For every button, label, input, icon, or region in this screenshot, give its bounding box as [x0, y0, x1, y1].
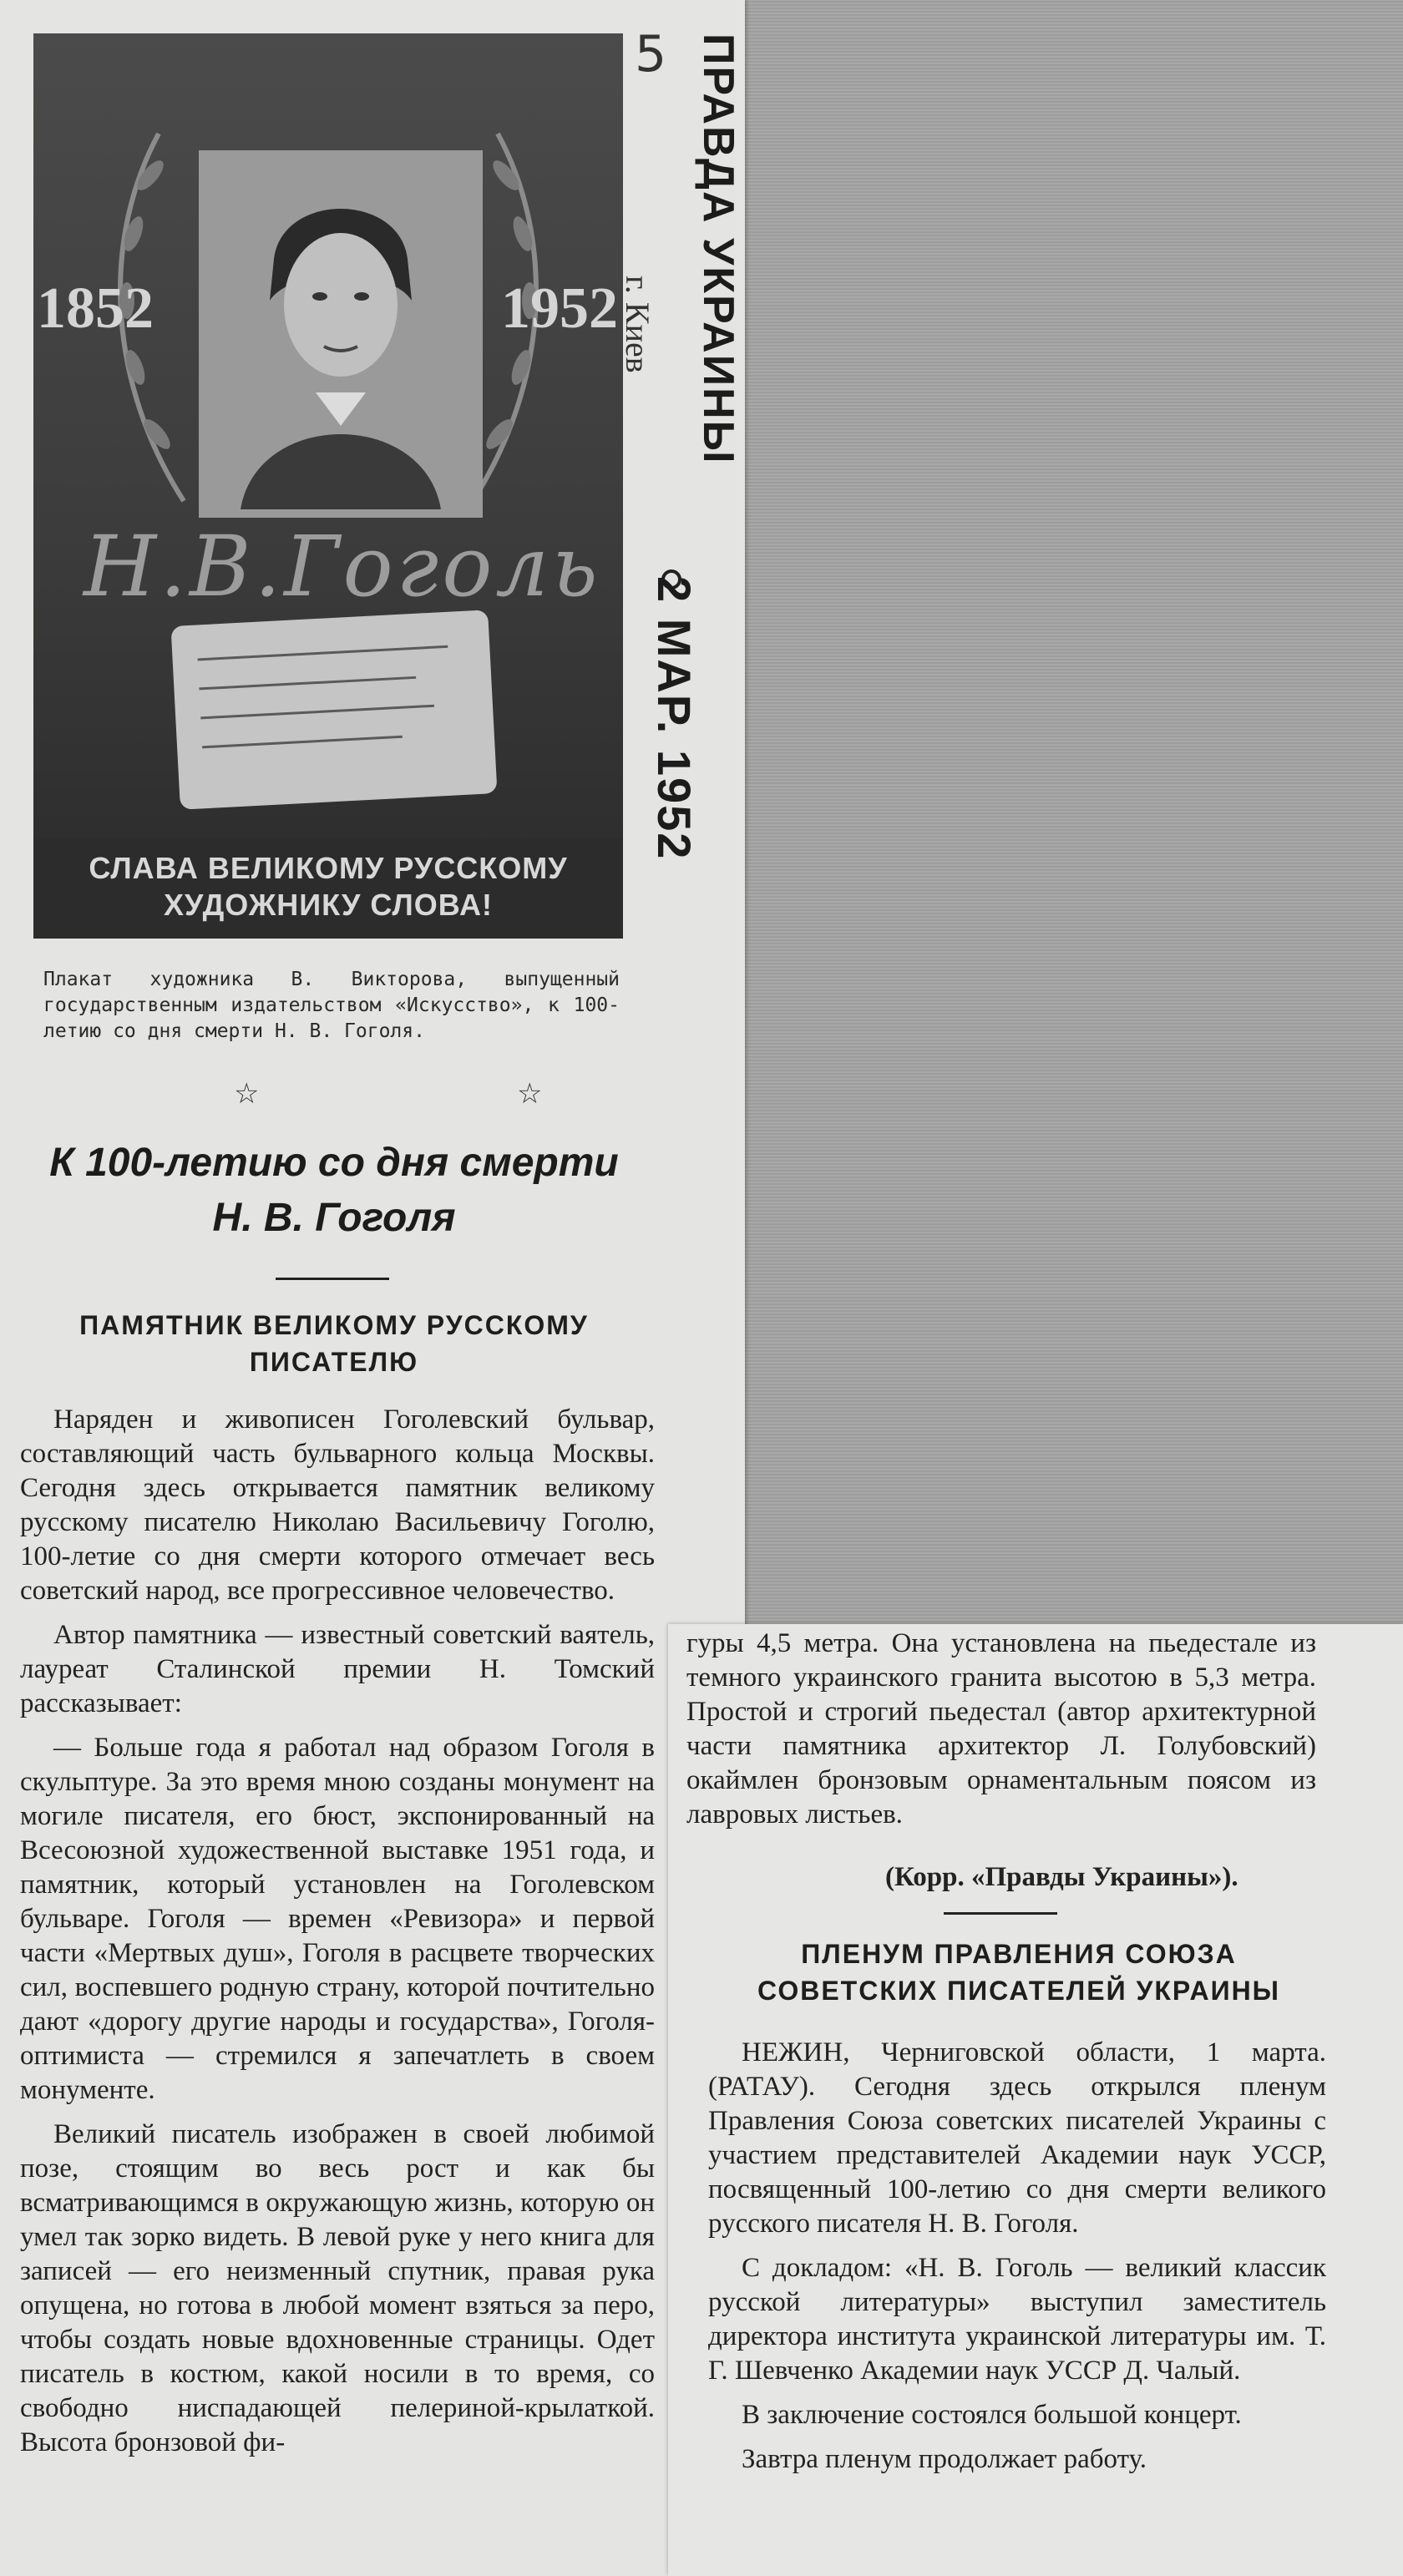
- paragraph: Великий писатель изображен в своей любимой позе, стоящим во весь рост и как бы всматривающимся в окружающую жизнь, которую он умел так зорко видеть. В левой руке у него книга для записей — его неизменный спутник, правая рука опущена, но готова в любой момент взяться за перо, чтобы создать новые вдохновенные страницы. Одет писатель в костюм, какой носили в то время, со свободно ниспадающей пелериной-крылаткой. Высота бронзовой фи-: [20, 2119, 655, 2457]
- banner-line-2: ХУДОЖНИКУ СЛОВА!: [164, 888, 493, 922]
- year-end: 1952: [501, 276, 618, 341]
- date-stamp: 2 МАР. 1952: [648, 576, 701, 861]
- article-monument-column-2: [686, 1627, 1316, 1842]
- page-headline: [17, 1136, 651, 1246]
- year-start: 1852: [37, 276, 154, 341]
- article-plenum-column: [708, 2036, 1326, 2487]
- article-byline: (Корр. «Правды Украины»).: [885, 1862, 1238, 1892]
- article-monument-column-1: [20, 1403, 655, 2470]
- paragraph: Завтра пленум продолжает работу.: [742, 2444, 1147, 2474]
- gogol-signature: Н.В.Гоголь: [84, 518, 601, 615]
- paragraph: С докладом: «Н. В. Гоголь — великий классик русской литературы» выступил заместитель директора института украинской литературы им. Т. Г. Шевченко Академии наук УССР Д. Чалый.: [708, 2253, 1326, 2386]
- banner-line-1: СЛАВА ВЕЛИКОМУ РУССКОМУ: [89, 851, 568, 885]
- paragraph: В заключение состоялся большой концерт.: [742, 2400, 1242, 2430]
- article-title-line-2: СОВЕТСКИХ ПИСАТЕЛЕЙ УКРАИНЫ: [757, 1976, 1280, 2006]
- poster-banner: [33, 838, 623, 939]
- portrait-frame: [199, 150, 483, 518]
- star-divider-icon: ☆ ☆: [234, 1079, 668, 1110]
- paragraph: Автор памятника — известный советский ваятель, лауреат Сталинской премии Н. Томский рассказывает:: [20, 1620, 655, 1718]
- divider-rule: [944, 1912, 1057, 1915]
- city-label: г. Киев: [619, 276, 656, 373]
- article-title-plenum: [693, 1936, 1345, 2009]
- newspaper-title: ПРАВДА УКРАИНЫ: [694, 33, 742, 465]
- paragraph: — Больше года я работал над образом Гоголя в скульптуре. За это время мною созданы монумент на могиле писателя, его бюст, экспонированный на Всесоюзной художественной выставке 1951 года, и памятник, который установлен на Гоголевском бульваре. Гоголя — времен «Ревизора» и первой части «Мертвых душ», Гоголя в расцвете творческих сил, воспевшего родную страну, которой почтительно дают «дорогу другие народы и государства», Гоголя-оптимиста — стремился я запечатлеть в своем монументе.: [20, 1733, 655, 2105]
- poster-caption: Плакат художника В. Викторова, выпущенный государственным издательством «Искусство», к 100-летию со дня смерти Н. В. Гоголя.: [43, 969, 620, 1042]
- manuscript-scroll: [171, 610, 498, 810]
- article-title-line-1: ПЛЕНУМ ПРАВЛЕНИЯ СОЮЗА: [801, 1939, 1237, 1969]
- page-mark: 5: [635, 25, 667, 84]
- paragraph: НЕЖИН, Черниговской области, 1 марта. (РАТАУ). Сегодня здесь открылся пленум Правления Союза советских писателей Украины с участием представителей Академии наук УССР, посвященный 100-летию со дня смерти великого русского писателя Н. В. Гоголя.: [708, 2037, 1326, 2239]
- article-title-line-2: ПИСАТЕЛЮ: [249, 1347, 419, 1377]
- headline-line-2: Н. В. Гоголя: [212, 1196, 456, 1240]
- gogol-poster: [33, 33, 623, 939]
- article-title-line-1: ПАМЯТНИК ВЕЛИКОМУ РУССКОМУ: [79, 1310, 589, 1340]
- paragraph: гуры 4,5 метра. Она установлена на пьедестале из темного украинского гранита высотою в 5,3 метра. Простой и строгий пьедестал (автор архитектурной части памятника архитектор Л. Голубовский) окаймлен бронзовым орнаментальным поясом из лавровых листьев.: [686, 1628, 1316, 1830]
- article-title-monument: [17, 1307, 651, 1380]
- gogol-portrait: [207, 159, 474, 509]
- headline-line-1: К 100-летию со дня смерти: [49, 1141, 619, 1185]
- divider-rule: [276, 1278, 389, 1280]
- paragraph: Наряден и живописен Гоголевский бульвар, составляющий часть бульварного кольца Москвы. Сегодня здесь открывается памятник великому русскому писателю Николаю Васильевичу Гоголю, 100-летие со дня смерти которого отмечает весь советский народ, все прогрессивное человечество.: [20, 1404, 655, 1606]
